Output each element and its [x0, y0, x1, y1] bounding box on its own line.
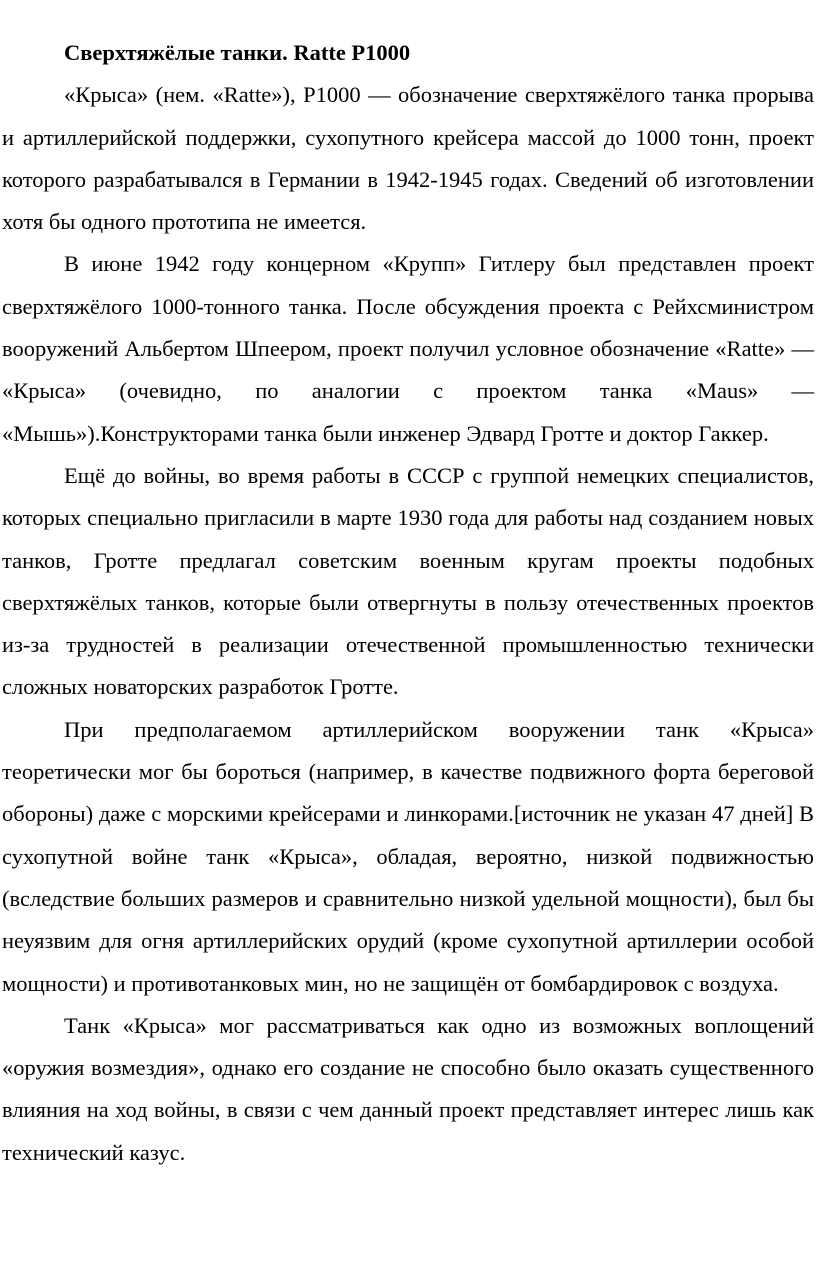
document-title: Сверхтяжёлые танки. Ratte P1000 [64, 40, 411, 65]
paragraph-conclusion: Танк «Крыса» мог рассматриваться как одно из возможных воплощений «оружия возмездия», однако его создание не способно было оказать существенного влияния на ход войны, в связи с чем данный проект представляет интерес лишь как технический казус. [2, 1012, 814, 1165]
paragraph-intro: «Крыса» (нем. «Ratte»), P1000 — обозначение сверхтяжёлого танка прорыва и артиллерийской поддержки, сухопутного крейсера массой до 1000 тонн, проект которого разрабатывался в Германии в 1942-1945 годах. Сведений об изготовлении хотя бы одного прототипа не имеется. [2, 82, 814, 235]
paragraph-grotte-ussr: Ещё до войны, во время работы в СССР с группой немецких специалистов, которых специально пригласили в марте 1930 года для работы над созданием новых танков, Гротте предлагал советским военным кругам проекты подобных сверхтяжёлых танков, которые были отвергнуты в пользу отечественных проектов из-за трудностей в реализации отечественной промышленностью технически сложных новаторских разработок Гротте. [2, 462, 814, 700]
paragraph-armament: При предполагаемом артиллерийском вооружении танк «Крыса» теоретически мог бы бороться (например, в качестве подвижного форта береговой обороны) даже с морскими крейсерами и линкорами.[источник не указан 47 дней] В сухопутной войне танк «Крыса», обладая, вероятно, низкой подвижностью (вследствие больших размеров и сравнительно низкой удельной мощности), был бы неуязвим для огня артиллерийских орудий (кроме сухопутной артиллерии особой мощности) и противотанковых мин, но не защищён от бомбардировок с воздуха. [2, 716, 814, 996]
paragraph-history: В июне 1942 году концерном «Крупп» Гитлеру был представлен проект сверхтяжёлого 1000-тонного танка. После обсуждения проекта с Рейхсминистром вооружений Альбертом Шпеером, проект получил условное обозначение «Ratte» — «Крыса» (очевидно, по аналогии с проектом танка «Maus» — «Мышь»).Конструкторами танка были инженер Эдвард Гротте и доктор Гаккер. [2, 251, 814, 446]
